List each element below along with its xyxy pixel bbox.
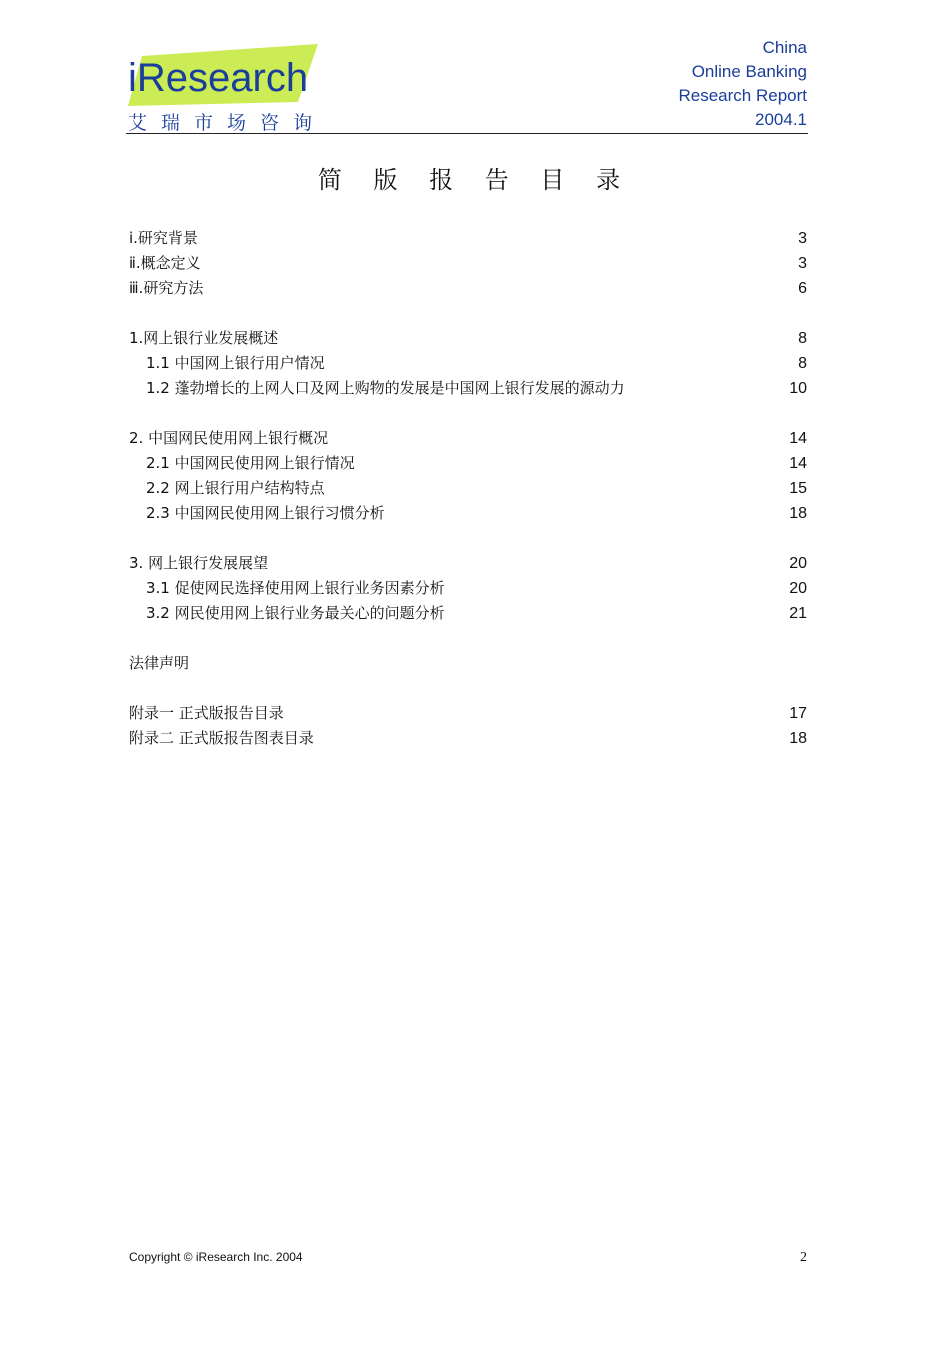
toc-entry-label: 2.1 中国网民使用网上银行情况 [146,454,355,472]
toc-entry[interactable] [129,276,807,301]
toc-entry-label: ⅲ.研究方法 [129,279,204,297]
header-line: China [762,38,807,57]
toc-entry-label: 1.1 中国网上银行用户情况 [146,354,325,372]
toc-entry-label: 附录一 正式版报告目录 [129,704,284,722]
toc-entry-label: 2. 中国网民使用网上银行概况 [129,429,329,447]
toc-entry-label: 2.2 网上银行用户结构特点 [146,479,325,497]
toc-entry-label: 附录二 正式版报告图表目录 [129,729,314,747]
toc-spacer [129,401,807,426]
toc-entry[interactable] [129,551,807,576]
toc-spacer [129,301,807,326]
toc-entry-label: 1.2 蓬勃增长的上网人口及网上购物的发展是中国网上银行发展的源动力 [146,379,625,397]
toc-entry[interactable] [129,326,807,351]
toc-entry-label: ⅱ.概念定义 [129,254,201,272]
toc-entry-page: 14 [789,455,807,472]
toc-entry[interactable] [129,601,807,626]
toc-entry[interactable] [129,226,807,251]
toc-spacer [129,676,807,701]
header-line: Online Banking [691,62,807,81]
toc-entry[interactable] [129,426,807,451]
header-divider [126,133,808,134]
toc-entry-page: 20 [789,580,807,597]
toc-entry[interactable] [129,351,807,376]
toc-entry-page: 15 [789,480,807,497]
toc-entry-page: 14 [789,430,807,447]
toc-entry-page: 10 [789,380,807,397]
toc-entry-page: 8 [798,330,807,347]
header-line: 2004.1 [755,110,807,129]
table-of-contents [129,226,807,751]
header-line: Research Report [678,86,807,105]
logo-graphic [126,44,326,108]
toc-entry-page: 6 [798,280,807,297]
report-header [678,36,807,132]
logo-chinese-name: 艾瑞市场咨询 [128,112,327,134]
toc-entry-label: 3.2 网民使用网上银行业务最关心的问题分析 [146,604,445,622]
iresearch-logo [126,44,326,134]
toc-entry-label: 1.网上银行业发展概述 [129,329,279,347]
toc-entry-page: 3 [798,255,807,272]
toc-entry-page: 18 [789,730,807,747]
toc-entry[interactable] [129,251,807,276]
toc-entry[interactable] [129,576,807,601]
toc-entry[interactable] [129,651,807,676]
toc-entry[interactable] [129,476,807,501]
toc-entry-page: 21 [789,605,807,622]
toc-entry-page: 20 [789,555,807,572]
toc-entry-label: 3.1 促使网民选择使用网上银行业务因素分析 [146,579,445,597]
toc-entry[interactable] [129,451,807,476]
footer-copyright: Copyright © iResearch Inc. 2004 [129,1250,303,1264]
toc-entry-label: 2.3 中国网民使用网上银行习惯分析 [146,504,385,522]
toc-entry-page: 18 [789,505,807,522]
logo-wordmark: iResearch [128,56,309,100]
toc-entry-page: 8 [798,355,807,372]
toc-entry[interactable] [129,376,807,401]
toc-entry[interactable] [129,726,807,751]
toc-spacer [129,626,807,651]
footer-page-number: 2 [800,1250,807,1265]
toc-entry-page: 17 [789,705,807,722]
toc-entry-label: 3. 网上银行发展展望 [129,554,269,572]
toc-entry[interactable] [129,701,807,726]
toc-entry-page: 3 [798,230,807,247]
toc-entry-label: 法律声明 [129,654,190,672]
page-title: 简 版 报 告 目 录 [317,166,633,194]
toc-spacer [129,526,807,551]
toc-entry-label: ⅰ.研究背景 [129,229,198,247]
toc-entry[interactable] [129,501,807,526]
